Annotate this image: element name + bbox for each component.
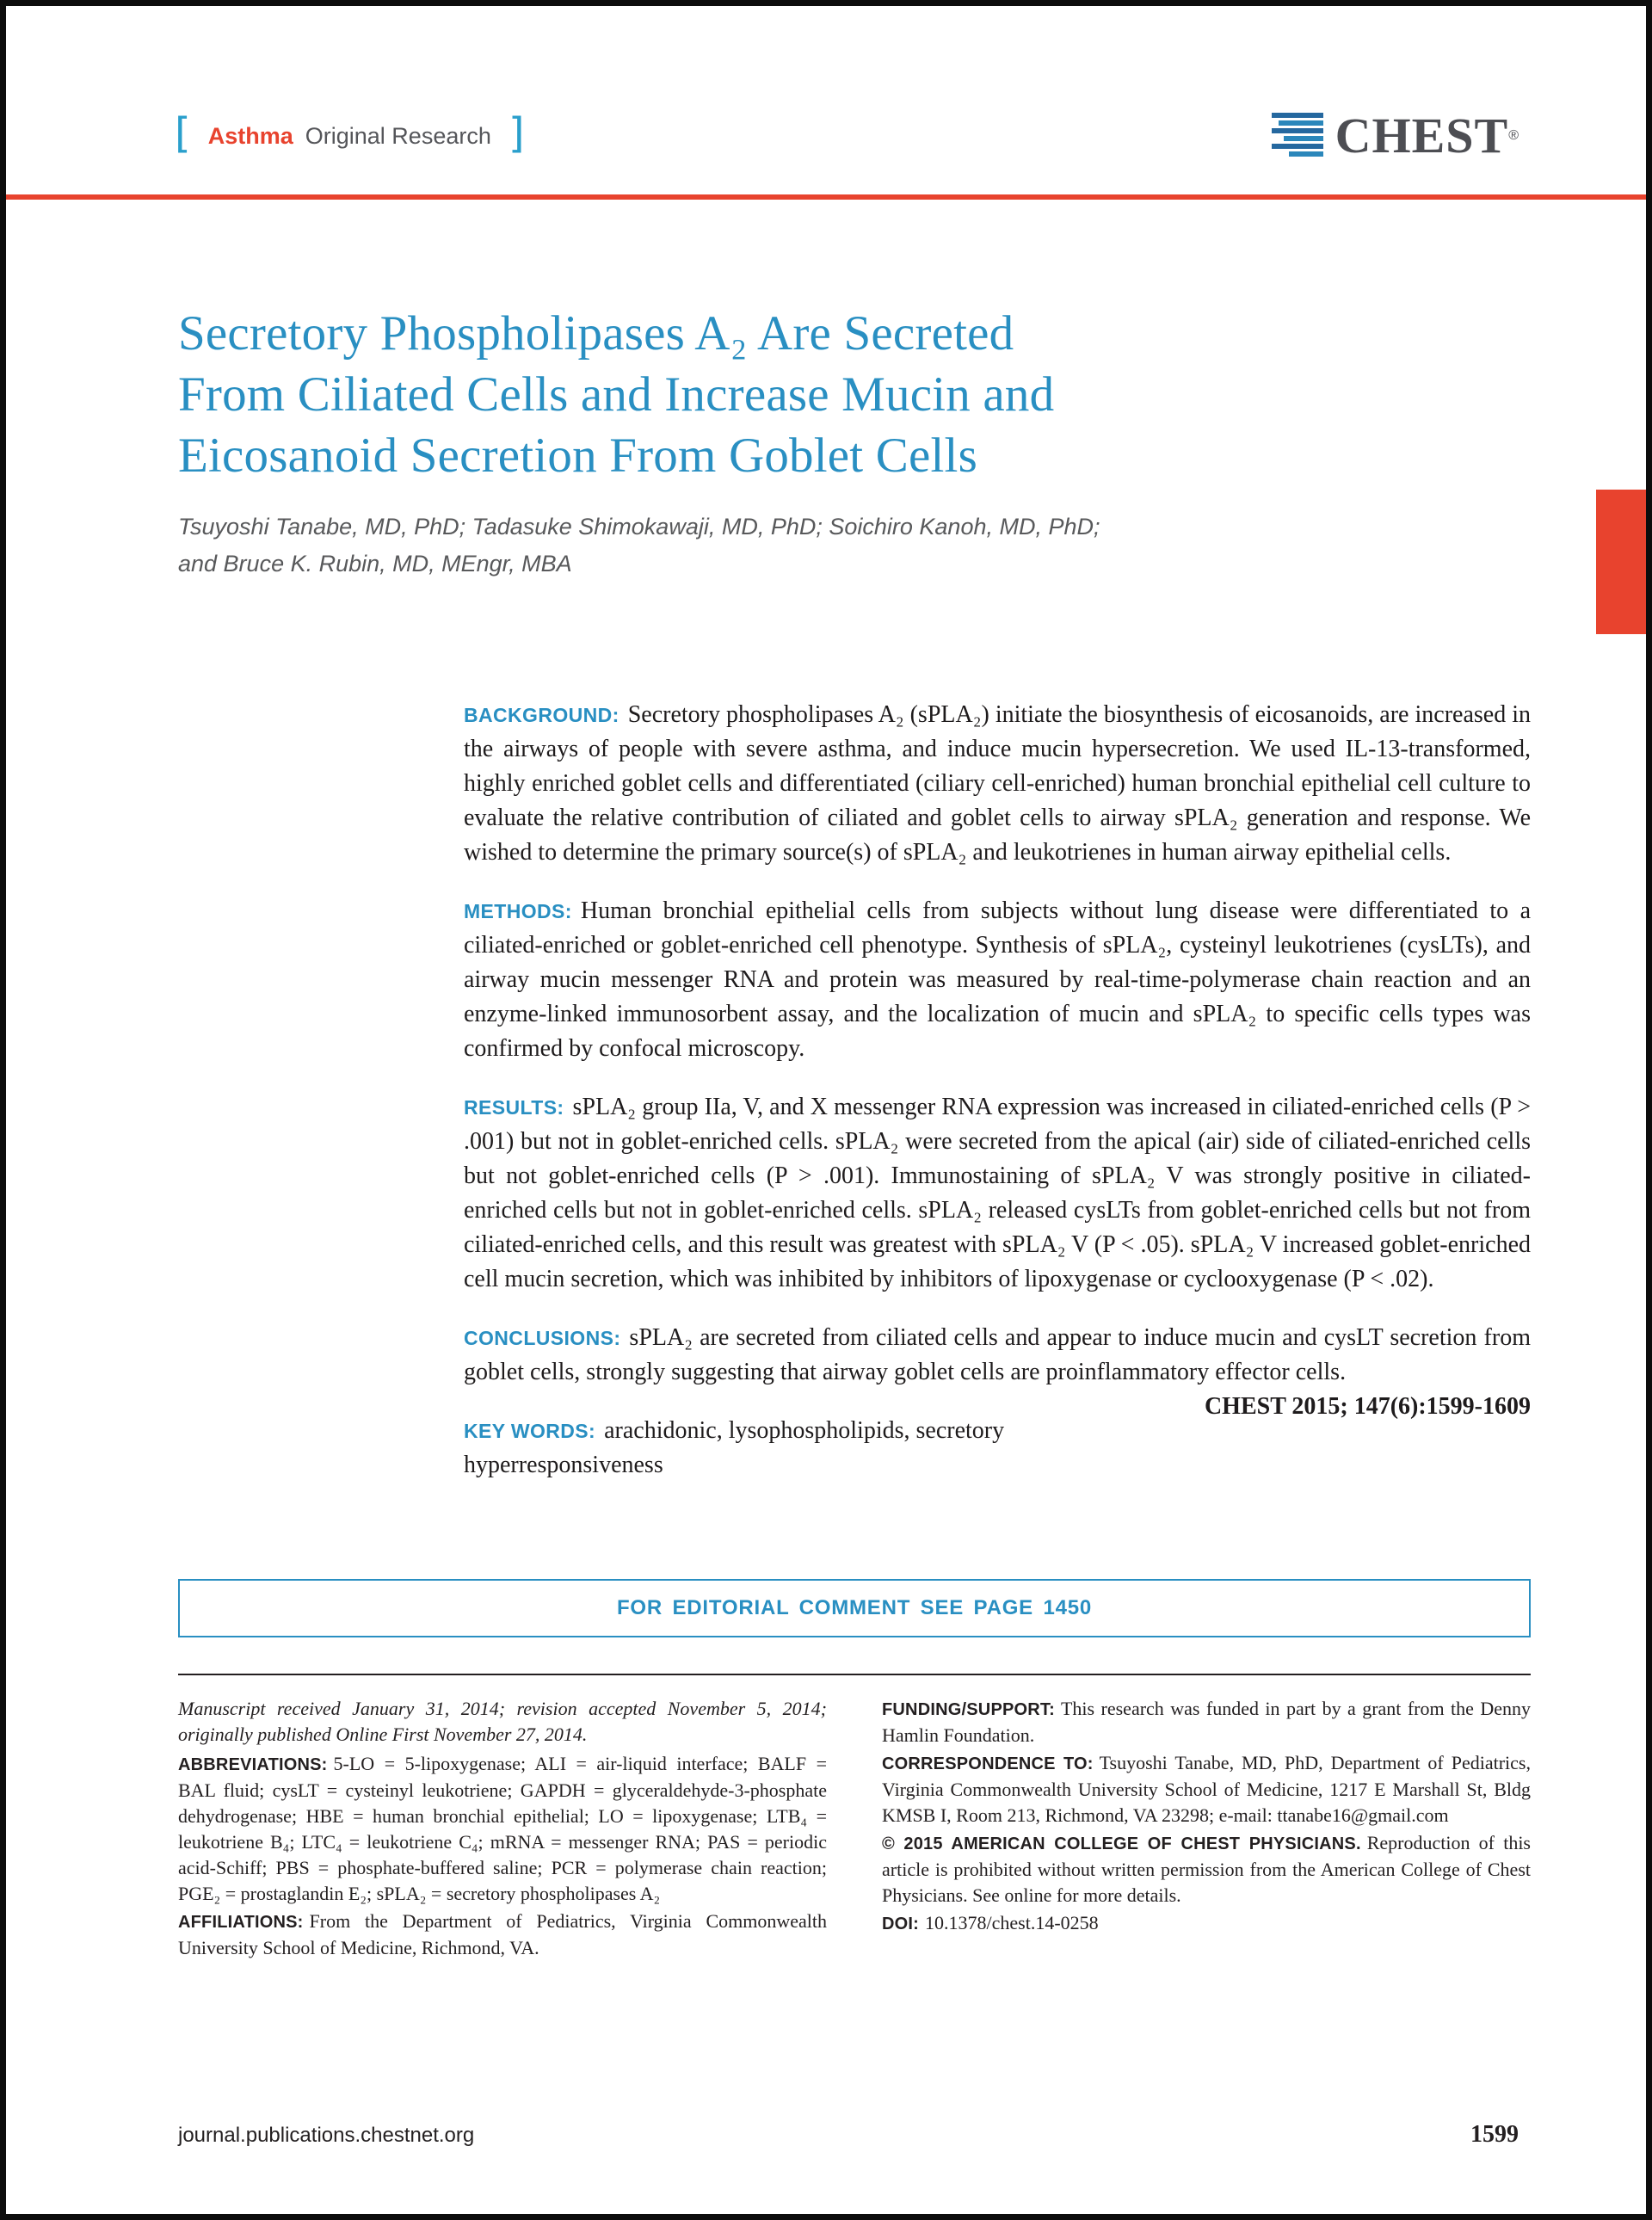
article-title (178, 303, 1531, 486)
abstract-conclusions-label: CONCLUSIONS: (464, 1327, 621, 1349)
funding-note (882, 1696, 1531, 1748)
funding-text: This research was funded in part by a grant from the Denny Hamlin Foundation. (882, 1698, 1531, 1746)
author-byline (178, 509, 1531, 583)
manuscript-history: Manuscript received January 31, 2014; revision accepted November 5, 2014; originally published Online First November 27, 2014. (178, 1698, 827, 1745)
copyright-text: Reproduction of this article is prohibited without written permission from the American College of Chest Physicians. See online for more details. (882, 1832, 1531, 1906)
bracket-right-icon: ] (508, 109, 525, 157)
abstract-background (464, 698, 1531, 870)
category-label: Asthma (207, 122, 293, 149)
title-line: From Ciliated Cells and Increase Mucin and (178, 367, 1055, 422)
header-rule (6, 194, 1646, 200)
funding-label: FUNDING/SUPPORT: (882, 1700, 1055, 1719)
bracket-left-icon: [ (175, 109, 191, 157)
title-line: Secretory Phospholipases A₂ Are Secreted (178, 306, 1014, 361)
abbreviations-label: ABBREVIATIONS: (178, 1755, 328, 1774)
journal-url: journal.publications.chestnet.org (178, 2124, 475, 2147)
keywords-row (464, 1414, 1531, 1483)
abstract-conclusions (464, 1321, 1531, 1420)
keywords-label: KEY WORDS: (464, 1420, 596, 1442)
keywords-text: arachidonic, lysophospholipids, secretory hyperresponsiveness (464, 1417, 1005, 1478)
doi-text: 10.1378/chest.14-0258 (925, 1912, 1099, 1933)
correspondence-text: Tsuyoshi Tanabe, MD, PhD, Department of Pediatrics, Virginia Commonwealth University School of Medicine, 1217 E Marshall St, Bldg KMSB I, Room 213, Richmond, VA 23298; e-mail: ttanabe16@gmail.com (882, 1752, 1531, 1826)
article-category-tag (175, 109, 525, 157)
editorial-comment-text: FOR EDITORIAL COMMENT SEE PAGE 1450 (616, 1596, 1093, 1619)
doi-note (882, 1910, 1531, 1937)
title-line: Eicosanoid Secretion From Goblet Cells (178, 429, 977, 483)
correspondence-label: CORRESPONDENCE TO: (882, 1754, 1094, 1773)
footnotes (178, 1674, 1531, 1963)
abstract-results (464, 1090, 1531, 1297)
abstract-conclusions-text: sPLA₂ are secreted from ciliated cells and appear to induce mucin and cysLT secretion from goblet cells, strongly suggesting that airway goblet cells are proinflammatory effector cells. (464, 1324, 1531, 1385)
page-footer (178, 2121, 1519, 2149)
page-header (175, 108, 1519, 163)
chest-logo-wordmark: CHEST (1335, 108, 1509, 163)
correspondence-note (882, 1750, 1531, 1828)
chest-logo-icon (1270, 111, 1325, 161)
article-type-label: Original Research (305, 122, 491, 149)
page-number: 1599 (1470, 2121, 1519, 2148)
abstract-background-label: BACKGROUND: (464, 704, 620, 726)
abbreviations-text: 5-LO = 5-lipoxygenase; ALI = air-liquid interface; BALF = BAL fluid; cysLT = cysteinyl leukotriene; GAPDH = glyceraldehyde-3-phosphate dehydrogenase; HBE = human bronchial epithelial; LO = lipoxygenase; LTB₄ = leukotriene B₄; LTC₄ = leukotriene C₄; mRNA = messenger RNA; PAS = periodic acid-Schiff; PBS = phosphate-buffered saline; PCR = polymerase chain reaction; PGE₂ = prostaglandin E₂; sPLA₂ = secretory phospholipases A₂ (178, 1753, 827, 1904)
copyright-label: © 2015 AMERICAN COLLEGE OF CHEST PHYSICIANS. (882, 1835, 1361, 1853)
abstract (464, 698, 1531, 1483)
abstract-results-text: sPLA₂ group IIa, V, and X messenger RNA expression was increased in ciliated-enriched cells (P > .001) but not in goblet-enriched cells. sPLA₂ were secreted from the apical (air) side of ciliated-enriched cells but not goblet-enriched cells (P > .001). Immunostaining of sPLA₂ V was strongly positive in ciliated-enriched cells but not in goblet-enriched cells. sPLA₂ released cysLTs from goblet-enriched cells but not from ciliated-enriched cells, and this result was greatest with sPLA₂ V (P < .05). sPLA₂ V increased goblet-enriched cell mucin secretion, which was inhibited by inhibitors of lipoxygenase or cyclooxygenase (P < .02). (464, 1094, 1531, 1292)
author-line: and Bruce K. Rubin, MD, MEngr, MBA (178, 551, 572, 577)
abstract-results-label: RESULTS: (464, 1096, 564, 1119)
author-line: Tsuyoshi Tanabe, MD, PhD; Tadasuke Shimokawaji, MD, PhD; Soichiro Kanoh, MD, PhD; (178, 514, 1100, 540)
journal-citation: CHEST 2015; 147(6):1599-1609 (1204, 1393, 1531, 1420)
affiliations-label: AFFILIATIONS: (178, 1913, 304, 1932)
doi-label: DOI: (882, 1915, 920, 1933)
main-content (178, 303, 1531, 1963)
section-color-tab (1596, 490, 1646, 634)
copyright-note (882, 1830, 1531, 1909)
footnotes-left-column (178, 1696, 827, 1963)
abstract-background-text: Secretory phospholipases A₂ (sPLA₂) initiate the biosynthesis of eicosanoids, are increased in the airways of people with severe asthma, and induce mucin hypersecretion. We used IL-13-transformed, highly enriched goblet cells and differentiated (ciliary cell-enriched) human bronchial epithelial cell culture to evaluate the relative contribution of ciliated and goblet cells to airway sPLA₂ generation and response. We wished to determine the primary source(s) of sPLA₂ and leukotrienes in human airway epithelial cells. (464, 701, 1531, 866)
registered-mark: ® (1508, 128, 1519, 143)
affiliations-note (178, 1909, 827, 1961)
chest-logo (1270, 108, 1519, 163)
footnotes-right-column (882, 1696, 1531, 1963)
abbreviations-note (178, 1751, 827, 1907)
abstract-methods-label: METHODS: (464, 900, 572, 922)
abstract-methods (464, 894, 1531, 1066)
editorial-comment-box (178, 1579, 1531, 1637)
affiliations-text: From the Department of Pediatrics, Virginia Commonwealth University School of Medicine, Richmond, VA. (178, 1910, 827, 1958)
abstract-methods-text: Human bronchial epithelial cells from subjects without lung disease were differentiated to a ciliated-enriched or goblet-enriched cell phenotype. Synthesis of sPLA₂, cysteinyl leukotrienes (cysLTs), and airway mucin messenger RNA and protein was measured by real-time-polymerase chain reaction and an enzyme-linked immunosorbent assay, and the localization of mucin and sPLA₂ to specific cells types was confirmed by confocal microscopy. (464, 897, 1531, 1062)
